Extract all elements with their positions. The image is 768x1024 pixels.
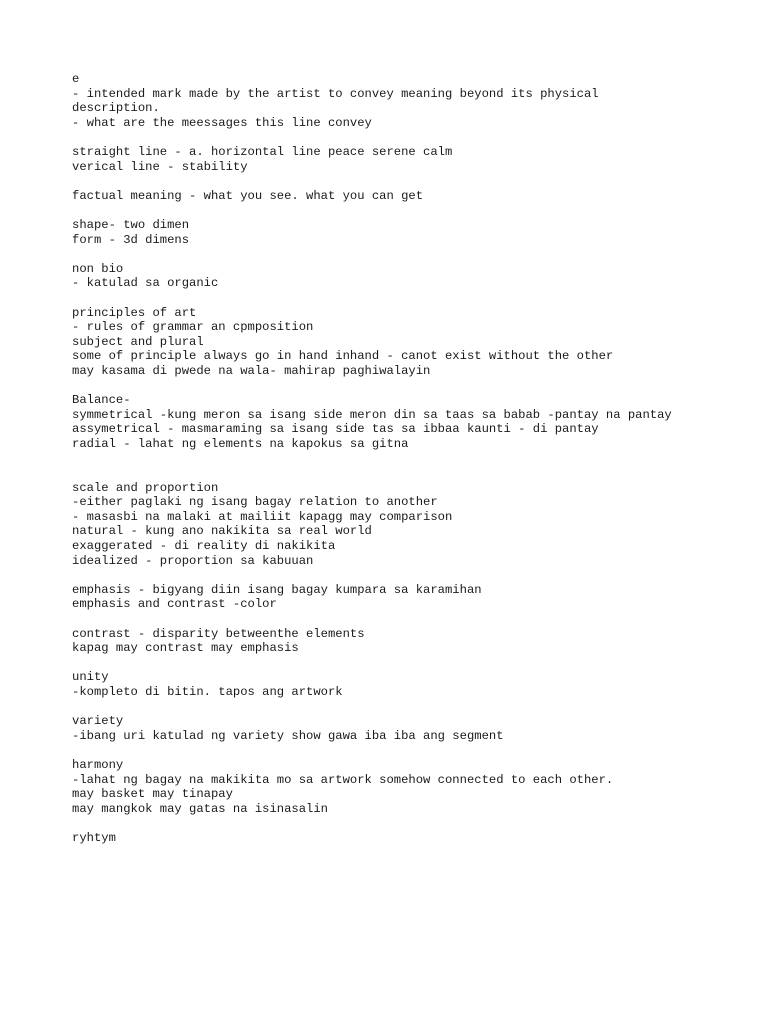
notes-block-non-bio — [72, 262, 752, 291]
text-line: - katulad sa organic — [72, 276, 219, 291]
text-line: unity — [72, 670, 109, 685]
notes-block-line — [72, 72, 752, 130]
text-line: description. — [72, 101, 160, 116]
text-line: assymetrical - masmaraming sa isang side tas sa ibbaa kaunti - di pantay — [72, 422, 599, 437]
notes-block-balance — [72, 393, 752, 451]
text-line: some of principle always go in hand inhand - canot exist without the other — [72, 349, 614, 364]
text-line: form - 3d dimens — [72, 232, 190, 247]
text-line: - masasbi na malaki at mailiit kapagg may comparison — [72, 509, 453, 524]
text-line: verical line - stability — [72, 159, 248, 174]
text-line: radial - lahat ng elements na kapokus sa gitna — [72, 436, 409, 451]
notes-block-rhythm — [72, 831, 752, 846]
text-line: natural - kung ano nakikita sa real world — [72, 524, 372, 539]
text-line: -kompleto di bitin. tapos ang artwork — [72, 684, 343, 699]
notes-block-emphasis — [72, 583, 752, 612]
notes-block-shape-form — [72, 218, 752, 247]
text-line: may mangkok may gatas na isinasalin — [72, 801, 328, 816]
text-line: variety — [72, 714, 124, 729]
notes-block-variety — [72, 714, 752, 743]
notes-block-principles-of-art — [72, 306, 752, 379]
text-line: emphasis and contrast -color — [72, 597, 277, 612]
text-line: -ibang uri katulad ng variety show gawa iba iba ang segment — [72, 728, 504, 743]
text-line: exaggerated - di reality di nakikita — [72, 539, 336, 553]
text-line: factual meaning - what you see. what you can get — [72, 188, 424, 203]
text-line: Balance- — [72, 393, 131, 408]
text-line: - what are the meessages this line convey — [72, 115, 372, 130]
text-line: -either paglaki ng isang bagay relation to another — [72, 495, 438, 510]
text-line: scale and proportion — [72, 480, 219, 495]
text-line: symmetrical -kung meron sa isang side meron din sa taas sa babab -pantay na pantay — [72, 407, 672, 422]
text-line: - intended mark made by the artist to convey meaning beyond its physical — [72, 86, 599, 101]
text-line: may basket may tinapay — [72, 787, 233, 802]
text-line: -lahat ng bagay na makikita mo sa artwork somehow connected to each other. — [72, 772, 614, 787]
notes-block-harmony — [72, 758, 752, 816]
text-line: may kasama di pwede na wala- mahirap paghiwalayin — [72, 363, 431, 378]
notes-block-unity — [72, 670, 752, 699]
text-line: shape- two dimen — [72, 217, 190, 232]
text-line: e — [72, 72, 80, 86]
notes-block-contrast — [72, 627, 752, 656]
text-line: - rules of grammar an cpmposition — [72, 320, 314, 335]
notes-block-factual-meaning — [72, 189, 752, 204]
text-line: contrast - disparity betweenthe elements — [72, 626, 365, 641]
text-line: idealized - proportion sa kabuuan — [72, 553, 314, 568]
text-line: harmony — [72, 757, 124, 772]
notes-block-scale-proportion — [72, 481, 752, 569]
text-line: kapag may contrast may emphasis — [72, 641, 299, 656]
notes-block-straight-line — [72, 145, 752, 174]
text-line: ryhtym — [72, 830, 116, 845]
text-line: subject and plural — [72, 334, 204, 349]
text-line: emphasis - bigyang diin isang bagay kumpara sa karamihan — [72, 582, 482, 597]
text-line: principles of art — [72, 305, 197, 320]
document-body — [72, 72, 752, 860]
text-line: non bio — [72, 261, 124, 276]
text-line: straight line - a. horizontal line peace serene calm — [72, 144, 453, 159]
